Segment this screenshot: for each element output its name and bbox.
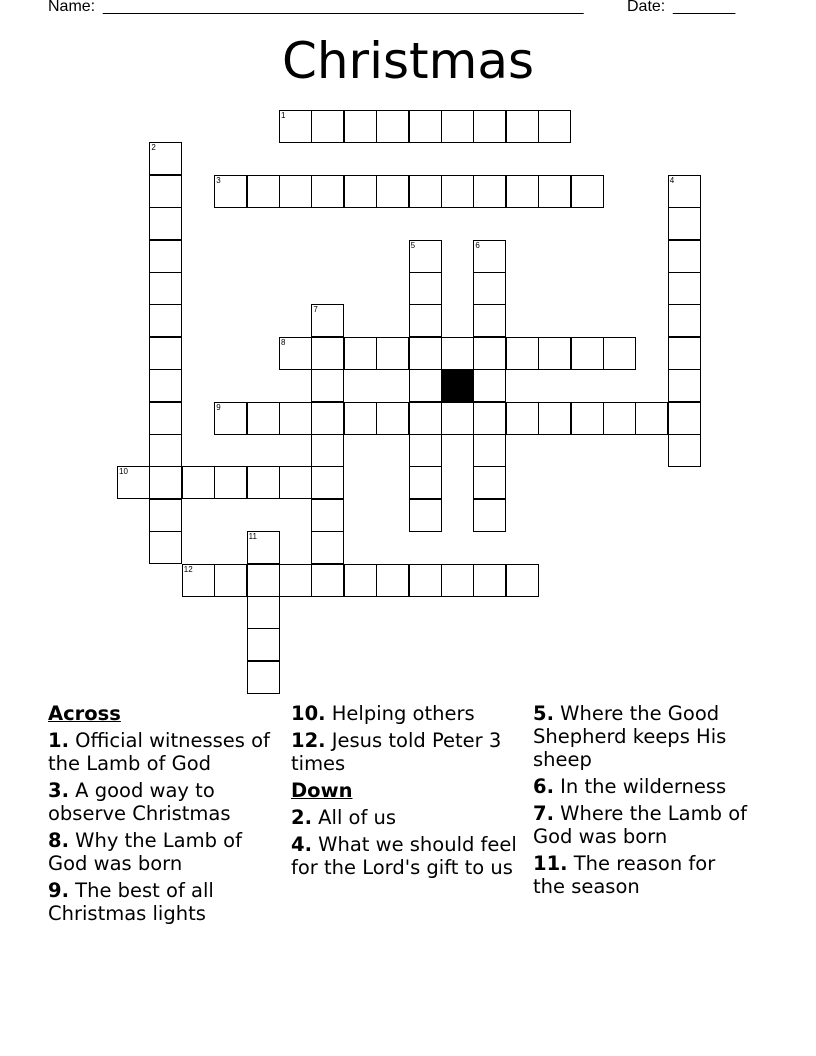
clue-number-label: 8.: [48, 829, 69, 852]
clue-text: Why the Lamb of God was born: [48, 829, 242, 875]
grid-cell[interactable]: [149, 304, 182, 337]
grid-cell[interactable]: [247, 628, 280, 661]
clue-text: Where the Good Shepherd keeps His sheep: [533, 702, 727, 771]
grid-cell[interactable]: [279, 466, 312, 499]
date-label: Date:: [627, 0, 666, 15]
grid-cell[interactable]: [149, 272, 182, 305]
clues-column-1: [48, 702, 270, 929]
grid-cell[interactable]: [376, 564, 409, 597]
clue-number-label: 11.: [533, 852, 568, 875]
grid-cell[interactable]: [441, 564, 474, 597]
grid-cell[interactable]: [668, 304, 701, 337]
clue-text: All of us: [311, 806, 397, 829]
grid-cell[interactable]: [506, 402, 539, 435]
clue: [48, 779, 270, 825]
grid-cell[interactable]: [506, 175, 539, 208]
clue-text: A good way to observe Christmas: [48, 779, 231, 825]
clue-number: 11: [248, 532, 257, 542]
grid-cell[interactable]: [409, 434, 442, 467]
grid-cell[interactable]: [668, 207, 701, 240]
clue-text: What we should feel for the Lord's gift to us: [291, 833, 517, 879]
grid-cell[interactable]: [149, 240, 182, 273]
grid-cell[interactable]: [409, 564, 442, 597]
clue: [48, 879, 270, 925]
grid-cell[interactable]: [311, 402, 344, 435]
down-clue-list: [291, 806, 525, 879]
grid-cell[interactable]: [441, 337, 474, 370]
clue: [291, 702, 525, 725]
clue-text: Jesus told Peter 3 times: [291, 729, 502, 775]
grid-cell[interactable]: [668, 337, 701, 370]
grid-cell[interactable]: [149, 499, 182, 532]
clue-number-label: 7.: [533, 802, 554, 825]
grid-cell[interactable]: [344, 110, 377, 143]
grid-cell[interactable]: [571, 337, 604, 370]
clue-number: 12: [183, 564, 193, 574]
black-square: [441, 369, 474, 402]
across-clue-list-continued: [291, 702, 525, 775]
grid-cell[interactable]: [214, 402, 247, 435]
clue-number: 9: [216, 402, 221, 412]
grid-cell[interactable]: [668, 369, 701, 402]
grid-cell[interactable]: [247, 402, 280, 435]
grid-cell[interactable]: [473, 304, 506, 337]
grid-cell[interactable]: [247, 661, 280, 694]
grid-cell[interactable]: [571, 175, 604, 208]
grid-cell[interactable]: [247, 531, 280, 564]
grid-cell[interactable]: [473, 564, 506, 597]
grid-cell[interactable]: [311, 434, 344, 467]
grid-cell[interactable]: [571, 402, 604, 435]
grid-cell[interactable]: [441, 402, 474, 435]
clue: [291, 833, 525, 879]
grid-cell[interactable]: [506, 564, 539, 597]
grid-cell[interactable]: [311, 175, 344, 208]
grid-cell[interactable]: [247, 564, 280, 597]
clue-number-label: 2.: [291, 806, 312, 829]
grid-cell[interactable]: [473, 272, 506, 305]
name-line: ______________________________________________________: [103, 0, 584, 15]
grid-cell[interactable]: [214, 466, 247, 499]
grid-cell[interactable]: [247, 596, 280, 629]
down-clue-list-continued: [533, 702, 749, 898]
clue-number: 4: [669, 175, 675, 185]
grid-cell[interactable]: [409, 110, 442, 143]
clue: [291, 729, 525, 775]
clue-number: 7: [313, 305, 318, 315]
clue: [533, 775, 749, 798]
clue-number-label: 1.: [48, 729, 69, 752]
name-label: Name:: [48, 0, 96, 15]
clue-number-label: 9.: [48, 879, 69, 902]
grid-cell[interactable]: [279, 175, 312, 208]
grid-cell[interactable]: [473, 337, 506, 370]
grid-cell[interactable]: [473, 499, 506, 532]
grid-cell[interactable]: [311, 369, 344, 402]
grid-cell[interactable]: [247, 466, 280, 499]
clue-text: The reason for the season: [533, 852, 716, 898]
grid-cell[interactable]: [149, 466, 182, 499]
grid-cell[interactable]: [409, 272, 442, 305]
clue-number: 2: [151, 143, 156, 153]
grid-cell[interactable]: [603, 337, 636, 370]
grid-cell[interactable]: [409, 240, 442, 273]
clue-number-label: 6.: [533, 775, 554, 798]
grid-cell[interactable]: [473, 369, 506, 402]
clue-number-label: 4.: [291, 833, 312, 856]
grid-cell[interactable]: [344, 564, 377, 597]
grid-cell[interactable]: [214, 175, 247, 208]
grid-cell[interactable]: [149, 434, 182, 467]
grid-cell[interactable]: [311, 337, 344, 370]
grid-cell[interactable]: [538, 337, 571, 370]
clue-text: Helping others: [325, 702, 475, 725]
grid-cell[interactable]: [538, 110, 571, 143]
grid-cell[interactable]: [538, 175, 571, 208]
grid-cell[interactable]: [441, 110, 474, 143]
down-heading: Down: [291, 779, 353, 802]
grid-cell[interactable]: [279, 110, 312, 143]
grid-cell[interactable]: [409, 304, 442, 337]
grid-cell[interactable]: [668, 175, 701, 208]
grid-cell[interactable]: [214, 564, 247, 597]
clue-number-label: 3.: [48, 779, 69, 802]
grid-cell[interactable]: [603, 402, 636, 435]
grid-cell[interactable]: [473, 466, 506, 499]
grid-cell[interactable]: [279, 337, 312, 370]
grid-cell[interactable]: [344, 337, 377, 370]
grid-cell[interactable]: [409, 175, 442, 208]
puzzle-title: Christmas: [281, 32, 535, 90]
date-line: _______: [673, 0, 736, 15]
clue-text: Official witnesses of the Lamb of God: [48, 729, 270, 775]
grid-cell[interactable]: [635, 402, 668, 435]
grid-cell[interactable]: [376, 110, 409, 143]
grid-cell[interactable]: [247, 175, 280, 208]
across-heading: Across: [48, 702, 121, 725]
clue-number: 3: [216, 175, 221, 185]
grid-cell[interactable]: [344, 402, 377, 435]
grid-cell[interactable]: [473, 240, 506, 273]
clue: [48, 729, 270, 775]
grid-cell[interactable]: [506, 337, 539, 370]
grid-cell[interactable]: [182, 466, 215, 499]
clue-number: 8: [281, 337, 286, 347]
grid-cell[interactable]: [311, 531, 344, 564]
grid-cell[interactable]: [311, 564, 344, 597]
grid-cell[interactable]: [506, 110, 539, 143]
clue-text: In the wilderness: [553, 775, 727, 798]
clue-number: 1: [281, 111, 286, 120]
grid-cell[interactable]: [538, 402, 571, 435]
clue: [533, 852, 749, 898]
grid-cell[interactable]: [279, 402, 312, 435]
grid-cell[interactable]: [149, 337, 182, 370]
clue: [291, 806, 525, 829]
clue-text: Where the Lamb of God was born: [533, 802, 747, 848]
clue-text: The best of all Christmas lights: [48, 879, 214, 925]
clue-number-label: 5.: [533, 702, 554, 725]
grid-cell[interactable]: [668, 402, 701, 435]
grid-cell[interactable]: [182, 564, 215, 597]
clue: [533, 702, 749, 771]
grid-cell[interactable]: [149, 207, 182, 240]
grid-cell[interactable]: [149, 142, 182, 175]
across-clue-list: [48, 729, 270, 925]
grid-cell[interactable]: [311, 499, 344, 532]
clue-number: 5: [410, 240, 416, 250]
clues-column-2: [291, 702, 525, 883]
grid-cell[interactable]: [409, 466, 442, 499]
grid-cell[interactable]: [279, 564, 312, 597]
grid-cell[interactable]: [409, 337, 442, 370]
clue-number-label: 10.: [291, 702, 326, 725]
grid-cell[interactable]: [668, 434, 701, 467]
grid-cell[interactable]: [409, 402, 442, 435]
grid-cell[interactable]: [311, 110, 344, 143]
grid-cell[interactable]: [149, 531, 182, 564]
grid-cell[interactable]: [149, 402, 182, 435]
grid-cell[interactable]: [376, 175, 409, 208]
grid-cell[interactable]: [668, 240, 701, 273]
clue-number: 6: [475, 240, 480, 250]
grid-cell[interactable]: [409, 499, 442, 532]
clue: [533, 802, 749, 848]
clues-column-3: [533, 702, 749, 902]
grid-cell[interactable]: [376, 337, 409, 370]
grid-cell[interactable]: [473, 402, 506, 435]
grid-cell[interactable]: [409, 369, 442, 402]
grid-cell[interactable]: [311, 466, 344, 499]
grid-cell[interactable]: [668, 272, 701, 305]
grid-cell[interactable]: [149, 369, 182, 402]
grid-cell[interactable]: [441, 175, 474, 208]
grid-cell[interactable]: [473, 110, 506, 143]
grid-cell[interactable]: [376, 402, 409, 435]
clue-number: 10: [119, 467, 128, 477]
grid-cell[interactable]: [473, 175, 506, 208]
grid-cell[interactable]: [473, 434, 506, 467]
clue: [48, 829, 270, 875]
grid-cell[interactable]: [311, 304, 344, 337]
clue-number-label: 12.: [291, 729, 326, 752]
grid-cell[interactable]: [149, 175, 182, 208]
grid-cell[interactable]: [117, 466, 150, 499]
grid-cell[interactable]: [344, 175, 377, 208]
